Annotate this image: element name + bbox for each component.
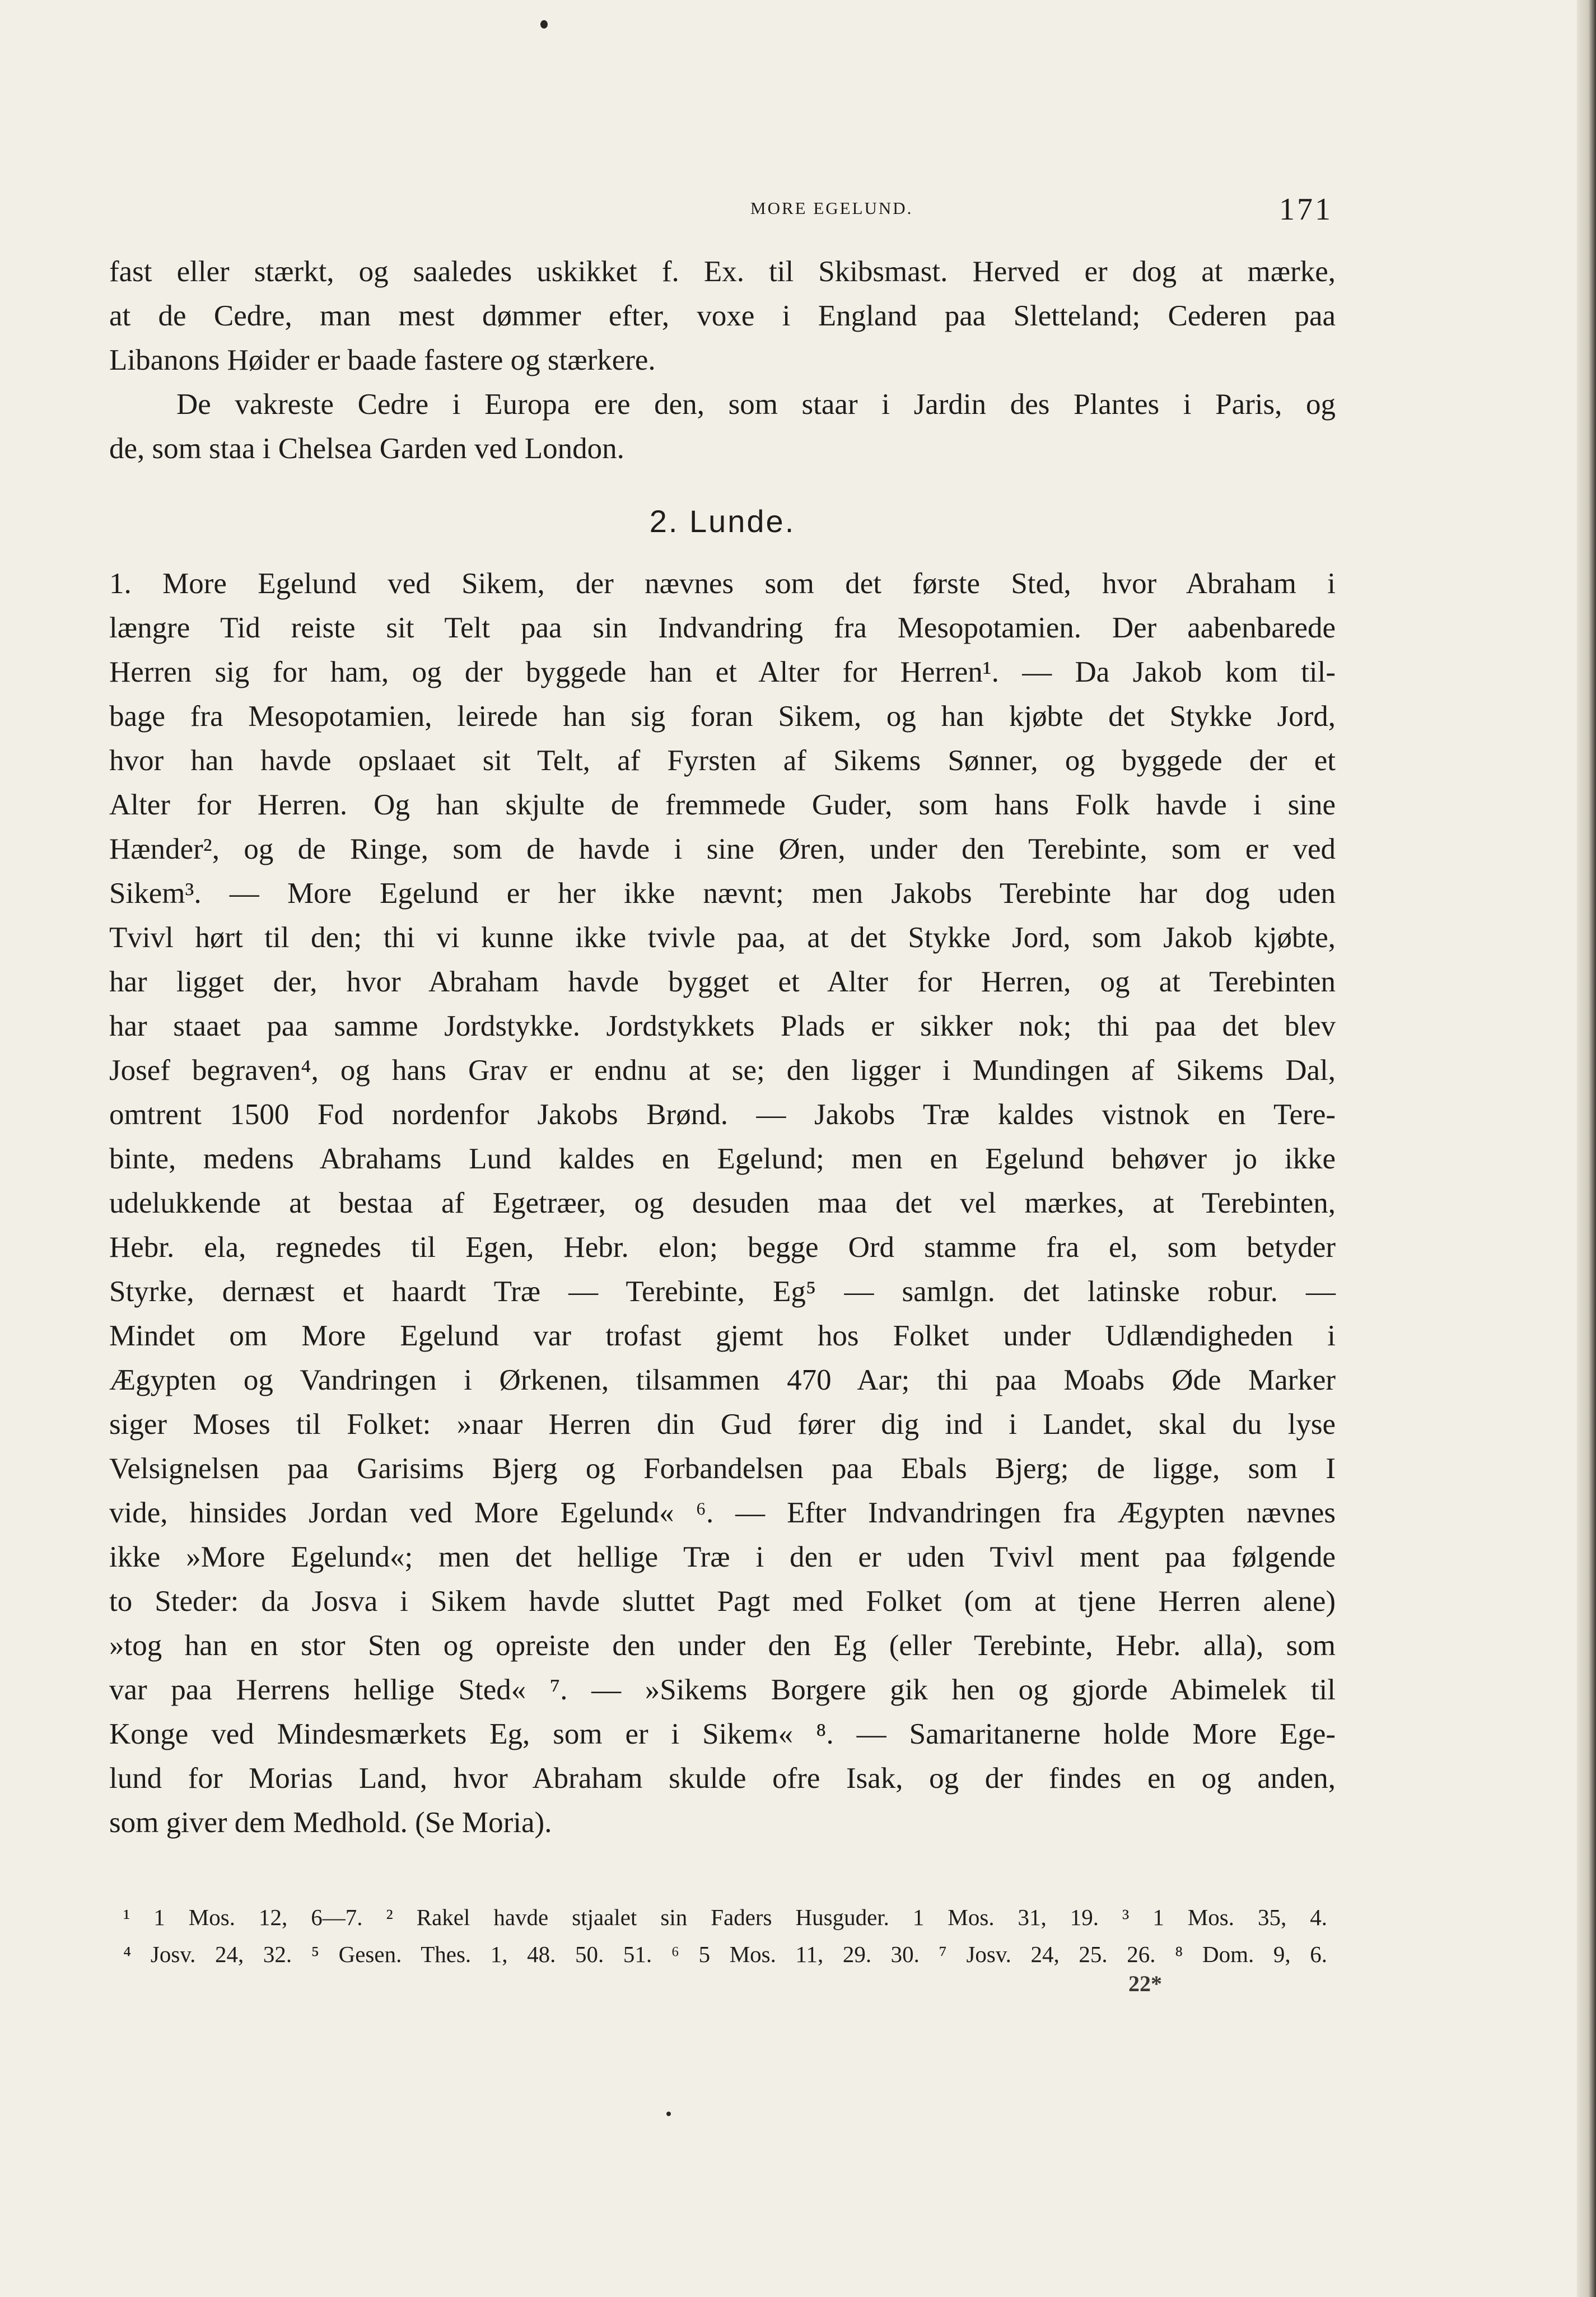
text-line: Mindet om More Egelund var trofast gjemt hos Folket under Udlændigheden i xyxy=(109,1320,1336,1352)
text-line: udelukkende at bestaa af Egetræer, og desuden maa det vel mærkes, at Terebinten, xyxy=(109,1187,1336,1219)
text-line: var paa Herrens hellige Sted« ⁷. — »Sikems Borgere gik hen og gjorde Abimelek til xyxy=(109,1674,1336,1706)
text-line: omtrent 1500 Fod nordenfor Jakobs Brønd. — Jakobs Træ kaldes vistnok en Tere- xyxy=(109,1098,1336,1131)
text-line: Libanons Høider er baade fastere og stærkere. xyxy=(109,344,656,376)
text-line: Herren sig for ham, og der byggede han et Alter for Herren¹. — Da Jakob kom til- xyxy=(109,656,1336,688)
text-line: længre Tid reiste sit Telt paa sin Indvandring fra Mesopotamien. Der aabenbarede xyxy=(109,612,1336,644)
section-heading: 2. Lunde. xyxy=(649,504,796,539)
text-line: at de Cedre, man mest dømmer efter, voxe i England paa Sletteland; Cederen paa xyxy=(109,300,1336,332)
text-line: som giver dem Medhold. (Se Moria). xyxy=(109,1806,552,1839)
text-line: har ligget der, hvor Abraham havde bygget et Alter for Herren, og at Terebinten xyxy=(109,966,1336,998)
text-line: Hebr. ela, regnedes til Egen, Hebr. elon; begge Ord stamme fra el, som betyder xyxy=(109,1231,1336,1264)
running-head-title: MORE EGELUND. xyxy=(750,198,913,218)
text-line: Velsignelsen paa Garisims Bjerg og Forbandelsen paa Ebals Bjerg; de ligge, som I xyxy=(109,1452,1336,1485)
paper-edge xyxy=(1577,0,1596,2297)
body-paragraph xyxy=(109,562,1336,1845)
ink-speck xyxy=(540,20,548,29)
ink-speck xyxy=(666,2112,671,2116)
text-line: Styrke, dernæst et haardt Træ — Terebinte, Eg⁵ — samlgn. det latinske robur. — xyxy=(109,1275,1336,1308)
text-line: Konge ved Mindesmærkets Eg, som er i Sikem« ⁸. — Samaritanerne holde More Ege- xyxy=(109,1718,1336,1750)
footnotes xyxy=(123,1899,1327,1973)
text-line: Ægypten og Vandringen i Ørkenen, tilsammen 470 Aar; thi paa Moabs Øde Marker xyxy=(109,1364,1336,1396)
text-line: ikke »More Egelund«; men det hellige Træ i den er uden Tvivl ment paa følgende xyxy=(109,1541,1336,1573)
running-head xyxy=(112,192,1333,231)
footnote-line: ⁴ Josv. 24, 32. ⁵ Gesen. Thes. 1, 48. 50. 51. ⁶ 5 Mos. 11, 29. 30. ⁷ Josv. 24, 25. 26. ⁸ Dom. 9, 6. xyxy=(123,1941,1327,1967)
text-line: to Steder: da Josva i Sikem havde sluttet Pagt med Folket (om at tjene Herren alene) xyxy=(109,1585,1336,1618)
text-line: binte, medens Abrahams Lund kaldes en Egelund; men en Egelund behøver jo ikke xyxy=(109,1143,1336,1175)
text-line: De vakreste Cedre i Europa ere den, som staar i Jardin des Plantes i Paris, og xyxy=(176,388,1336,421)
text-line: Alter for Herren. Og han skjulte de fremmede Guder, som hans Folk havde i sine xyxy=(109,789,1336,821)
text-line: lund for Morias Land, hvor Abraham skulde ofre Isak, og der findes en og anden, xyxy=(109,1762,1336,1795)
signature-mark: 22* xyxy=(1128,1971,1162,1996)
text-line: Tvivl hørt til den; thi vi kunne ikke tvivle paa, at det Stykke Jord, som Jakob kjøbte, xyxy=(109,921,1336,954)
text-line: Hænder², og de Ringe, som de havde i sine Øren, under den Terebinte, som er ved xyxy=(109,833,1336,865)
text-line: de, som staa i Chelsea Garden ved London. xyxy=(109,432,624,465)
text-line: har staaet paa samme Jordstykke. Jordstykkets Plads er sikker nok; thi paa det blev xyxy=(109,1010,1336,1042)
page-number: 171 xyxy=(1279,192,1333,227)
text-line: Sikem³. — More Egelund er her ikke nævnt; men Jakobs Terebinte har dog uden xyxy=(109,877,1336,910)
text-line: »tog han en stor Sten og opreiste den under den Eg (eller Terebinte, Hebr. alla), som xyxy=(109,1629,1336,1662)
footnote-line: ¹ 1 Mos. 12, 6—7. ² Rakel havde stjaalet sin Faders Husguder. 1 Mos. 31, 19. ³ 1 Mos. 35, 4. xyxy=(123,1904,1327,1930)
text-line: siger Moses til Folket: »naar Herren din Gud fører dig ind i Landet, skal du lyse xyxy=(109,1408,1336,1441)
text-line: fast eller stærkt, og saaledes uskikket f. Ex. til Skibsmast. Herved er dog at mærke, xyxy=(109,255,1336,288)
text-line: vide, hinsides Jordan ved More Egelund« ⁶. — Efter Indvandringen fra Ægypten nævnes xyxy=(109,1497,1336,1529)
text-line: Josef begraven⁴, og hans Grav er endnu at se; den ligger i Mundingen af Sikems Dal, xyxy=(109,1054,1336,1087)
text-line: hvor han havde opslaaet sit Telt, af Fyrsten af Sikems Sønner, og byggede der et xyxy=(109,744,1336,777)
text-line: 1. More Egelund ved Sikem, der nævnes som det første Sted, hvor Abraham i xyxy=(109,567,1336,600)
intro-paragraph xyxy=(109,250,1336,471)
text-line: bage fra Mesopotamien, leirede han sig foran Sikem, og han kjøbte det Stykke Jord, xyxy=(109,700,1336,733)
